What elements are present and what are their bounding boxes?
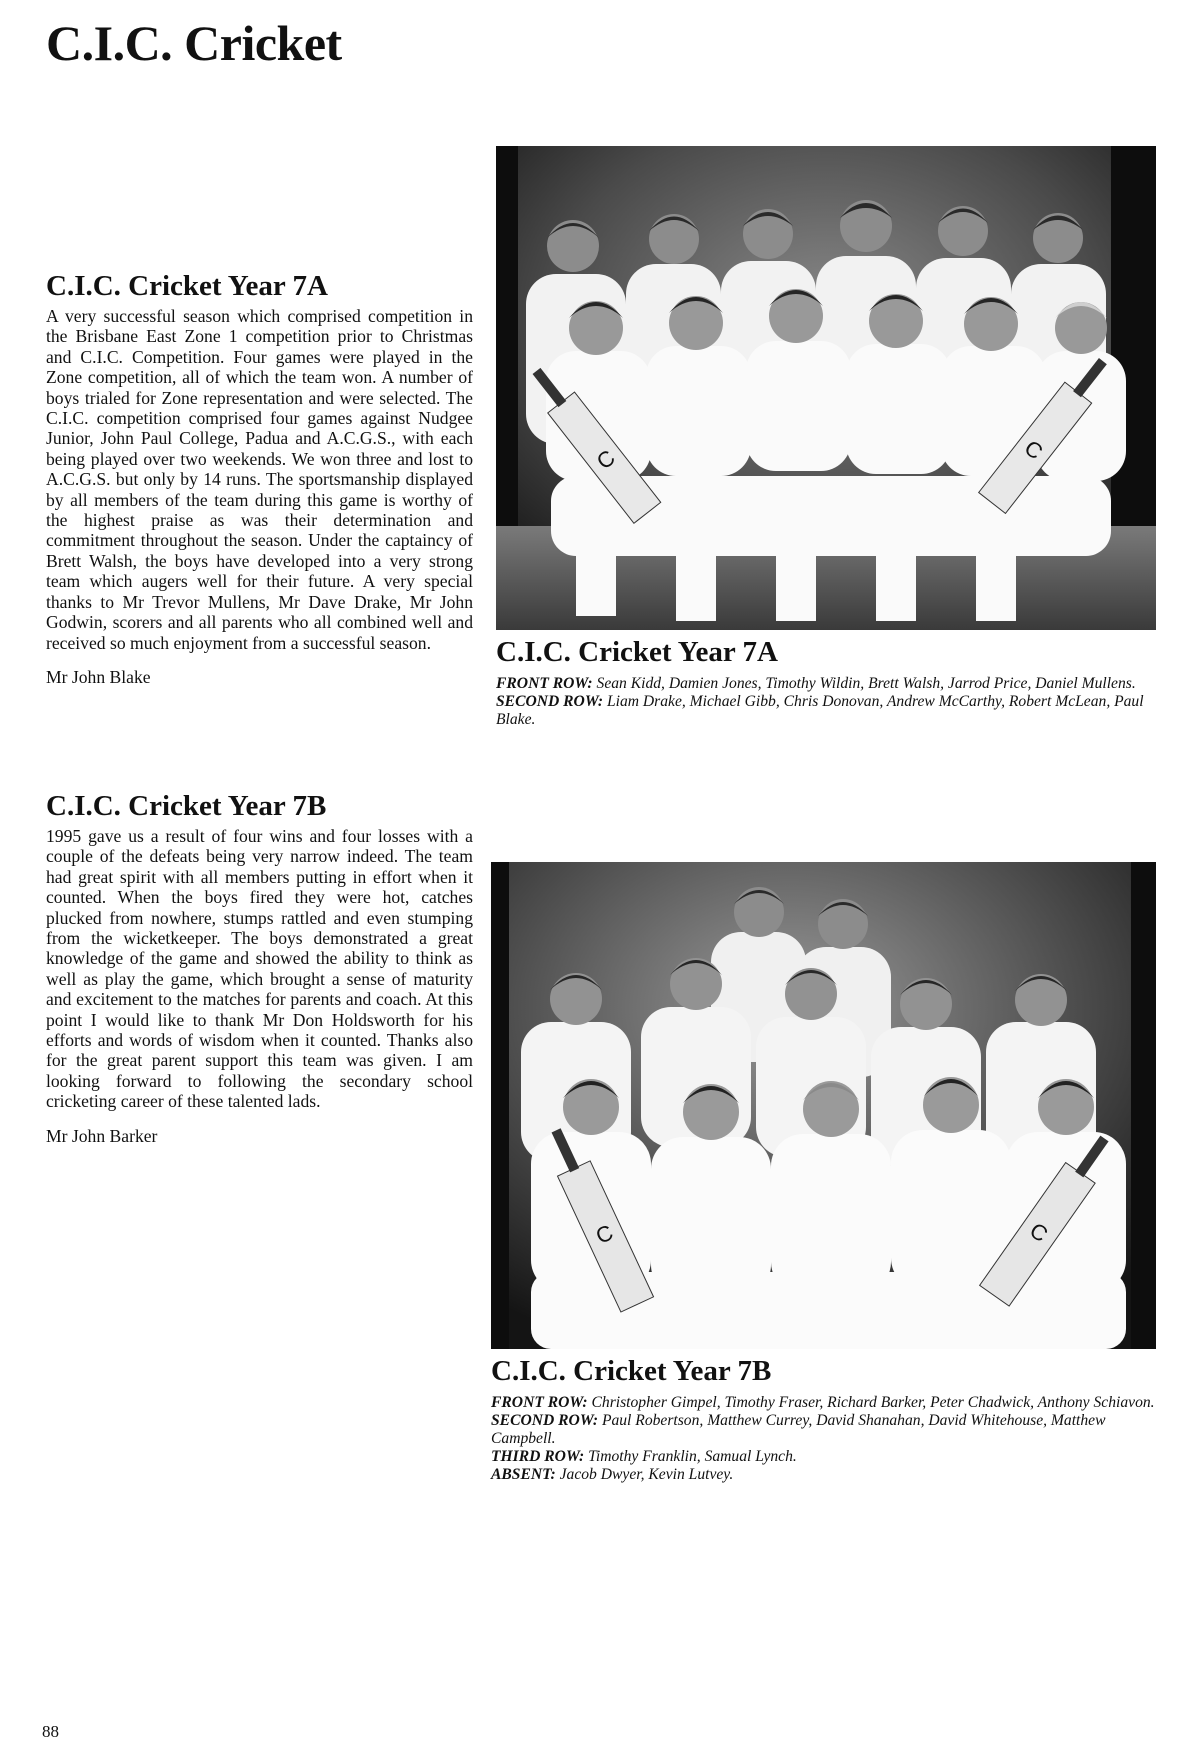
- caption-row-label: THIRD ROW:: [491, 1448, 585, 1465]
- section-heading-year-7b: C.I.C. Cricket Year 7B: [46, 790, 327, 822]
- article-year-7b: [46, 790, 473, 1147]
- page-title: C.I.C. Cricket: [46, 15, 342, 71]
- svg-text:C: C: [591, 1219, 617, 1249]
- caption-row-label: FRONT ROW:: [496, 675, 593, 692]
- team-photo-year-7a: [496, 146, 1156, 630]
- caption-row-third: [491, 1448, 1161, 1466]
- caption-row-label: ABSENT:: [491, 1466, 556, 1483]
- team-photo-year-7b-image: [491, 862, 1156, 1349]
- team-photo-year-7b: [491, 862, 1156, 1349]
- article-year-7a: [46, 270, 473, 688]
- photo-caption-year-7b: [491, 1355, 1161, 1484]
- article-body-year-7b: 1995 gave us a result of four wins and four losses with a couple of the defeats being very narrow indeed. The team had great spirit with all members putting in effort when it counted. When the boys fired they were hot, catches plucked from nowhere, stumps rattled and even stumping from the wicketkeeper. The boys demonstrated a great knowledge of the game and showed the ability to think as well as play the game, which brought a sense of maturity and excitement to the matches for parents and coach. At this point I would like to thank Mr Don Holdsworth for his efforts and words of wisdom when it counted. Thanks also for the great parent support this team was given. I am looking forward to following the secondary school cricketing career of these talented lads.: [46, 826, 473, 1112]
- caption-row-label: SECOND ROW:: [496, 693, 604, 710]
- caption-row-names: Sean Kidd, Damien Jones, Timothy Wildin, Brett Walsh, Jarrod Price, Daniel Mullens.: [596, 675, 1136, 692]
- photo-caption-year-7a: [496, 636, 1161, 729]
- page-number: 88: [42, 1722, 59, 1741]
- caption-heading-year-7b: C.I.C. Cricket Year 7B: [491, 1355, 772, 1387]
- caption-row-second: [496, 693, 1161, 729]
- caption-row-label: SECOND ROW:: [491, 1412, 599, 1429]
- caption-row-names: Liam Drake, Michael Gibb, Chris Donovan, Andrew McCarthy, Robert McLean, Paul Blake.: [496, 693, 1144, 728]
- svg-text:C: C: [1019, 435, 1048, 465]
- caption-row-second: [491, 1412, 1161, 1448]
- caption-row-names: Paul Robertson, Matthew Currey, David Shanahan, David Whitehouse, Matthew Campbell.: [491, 1412, 1106, 1447]
- caption-row-front: [496, 675, 1161, 693]
- article-body-year-7a: A very successful season which comprised competition in the Brisbane East Zone 1 competition prior to Christmas and C.I.C. Competition. Four games were played in the Zone competition, all of which the team won. A number of boys trialed for Zone representation and were selected. The C.I.C. competition comprised four games against Nudgee Junior, John Paul College, Padua and A.C.G.S., with each being played over two weekends. We won three and lost to A.C.G.S. but only by 14 runs. The sportsmanship displayed by all members of the team during this game is worthy of the highest praise as was their determination and commitment throughout the season. Under the captaincy of Brett Walsh, the boys have developed into a very strong team which augers well for their future. A very special thanks to Mr Trevor Mullens, Mr Dave Drake, Mr John Godwin, scorers and all parents who all combined well and received so much enjoyment from a successful season.: [46, 306, 473, 653]
- svg-text:C: C: [1025, 1217, 1053, 1248]
- article-author-year-7b: Mr John Barker: [46, 1125, 158, 1146]
- caption-row-names: Christopher Gimpel, Timothy Fraser, Richard Barker, Peter Chadwick, Anthony Schiavon.: [591, 1394, 1155, 1411]
- caption-row-label: FRONT ROW:: [491, 1394, 588, 1411]
- team-photo-year-7a-image: [496, 146, 1156, 630]
- section-heading-year-7a: C.I.C. Cricket Year 7A: [46, 270, 328, 302]
- caption-row-names: Timothy Franklin, Samual Lynch.: [588, 1448, 797, 1465]
- caption-row-front: [491, 1394, 1161, 1412]
- article-author-year-7a: Mr John Blake: [46, 666, 151, 687]
- svg-text:C: C: [591, 444, 620, 475]
- caption-heading-year-7a: C.I.C. Cricket Year 7A: [496, 636, 778, 668]
- caption-row-absent: [491, 1466, 1161, 1484]
- caption-row-names: Jacob Dwyer, Kevin Lutvey.: [559, 1466, 734, 1483]
